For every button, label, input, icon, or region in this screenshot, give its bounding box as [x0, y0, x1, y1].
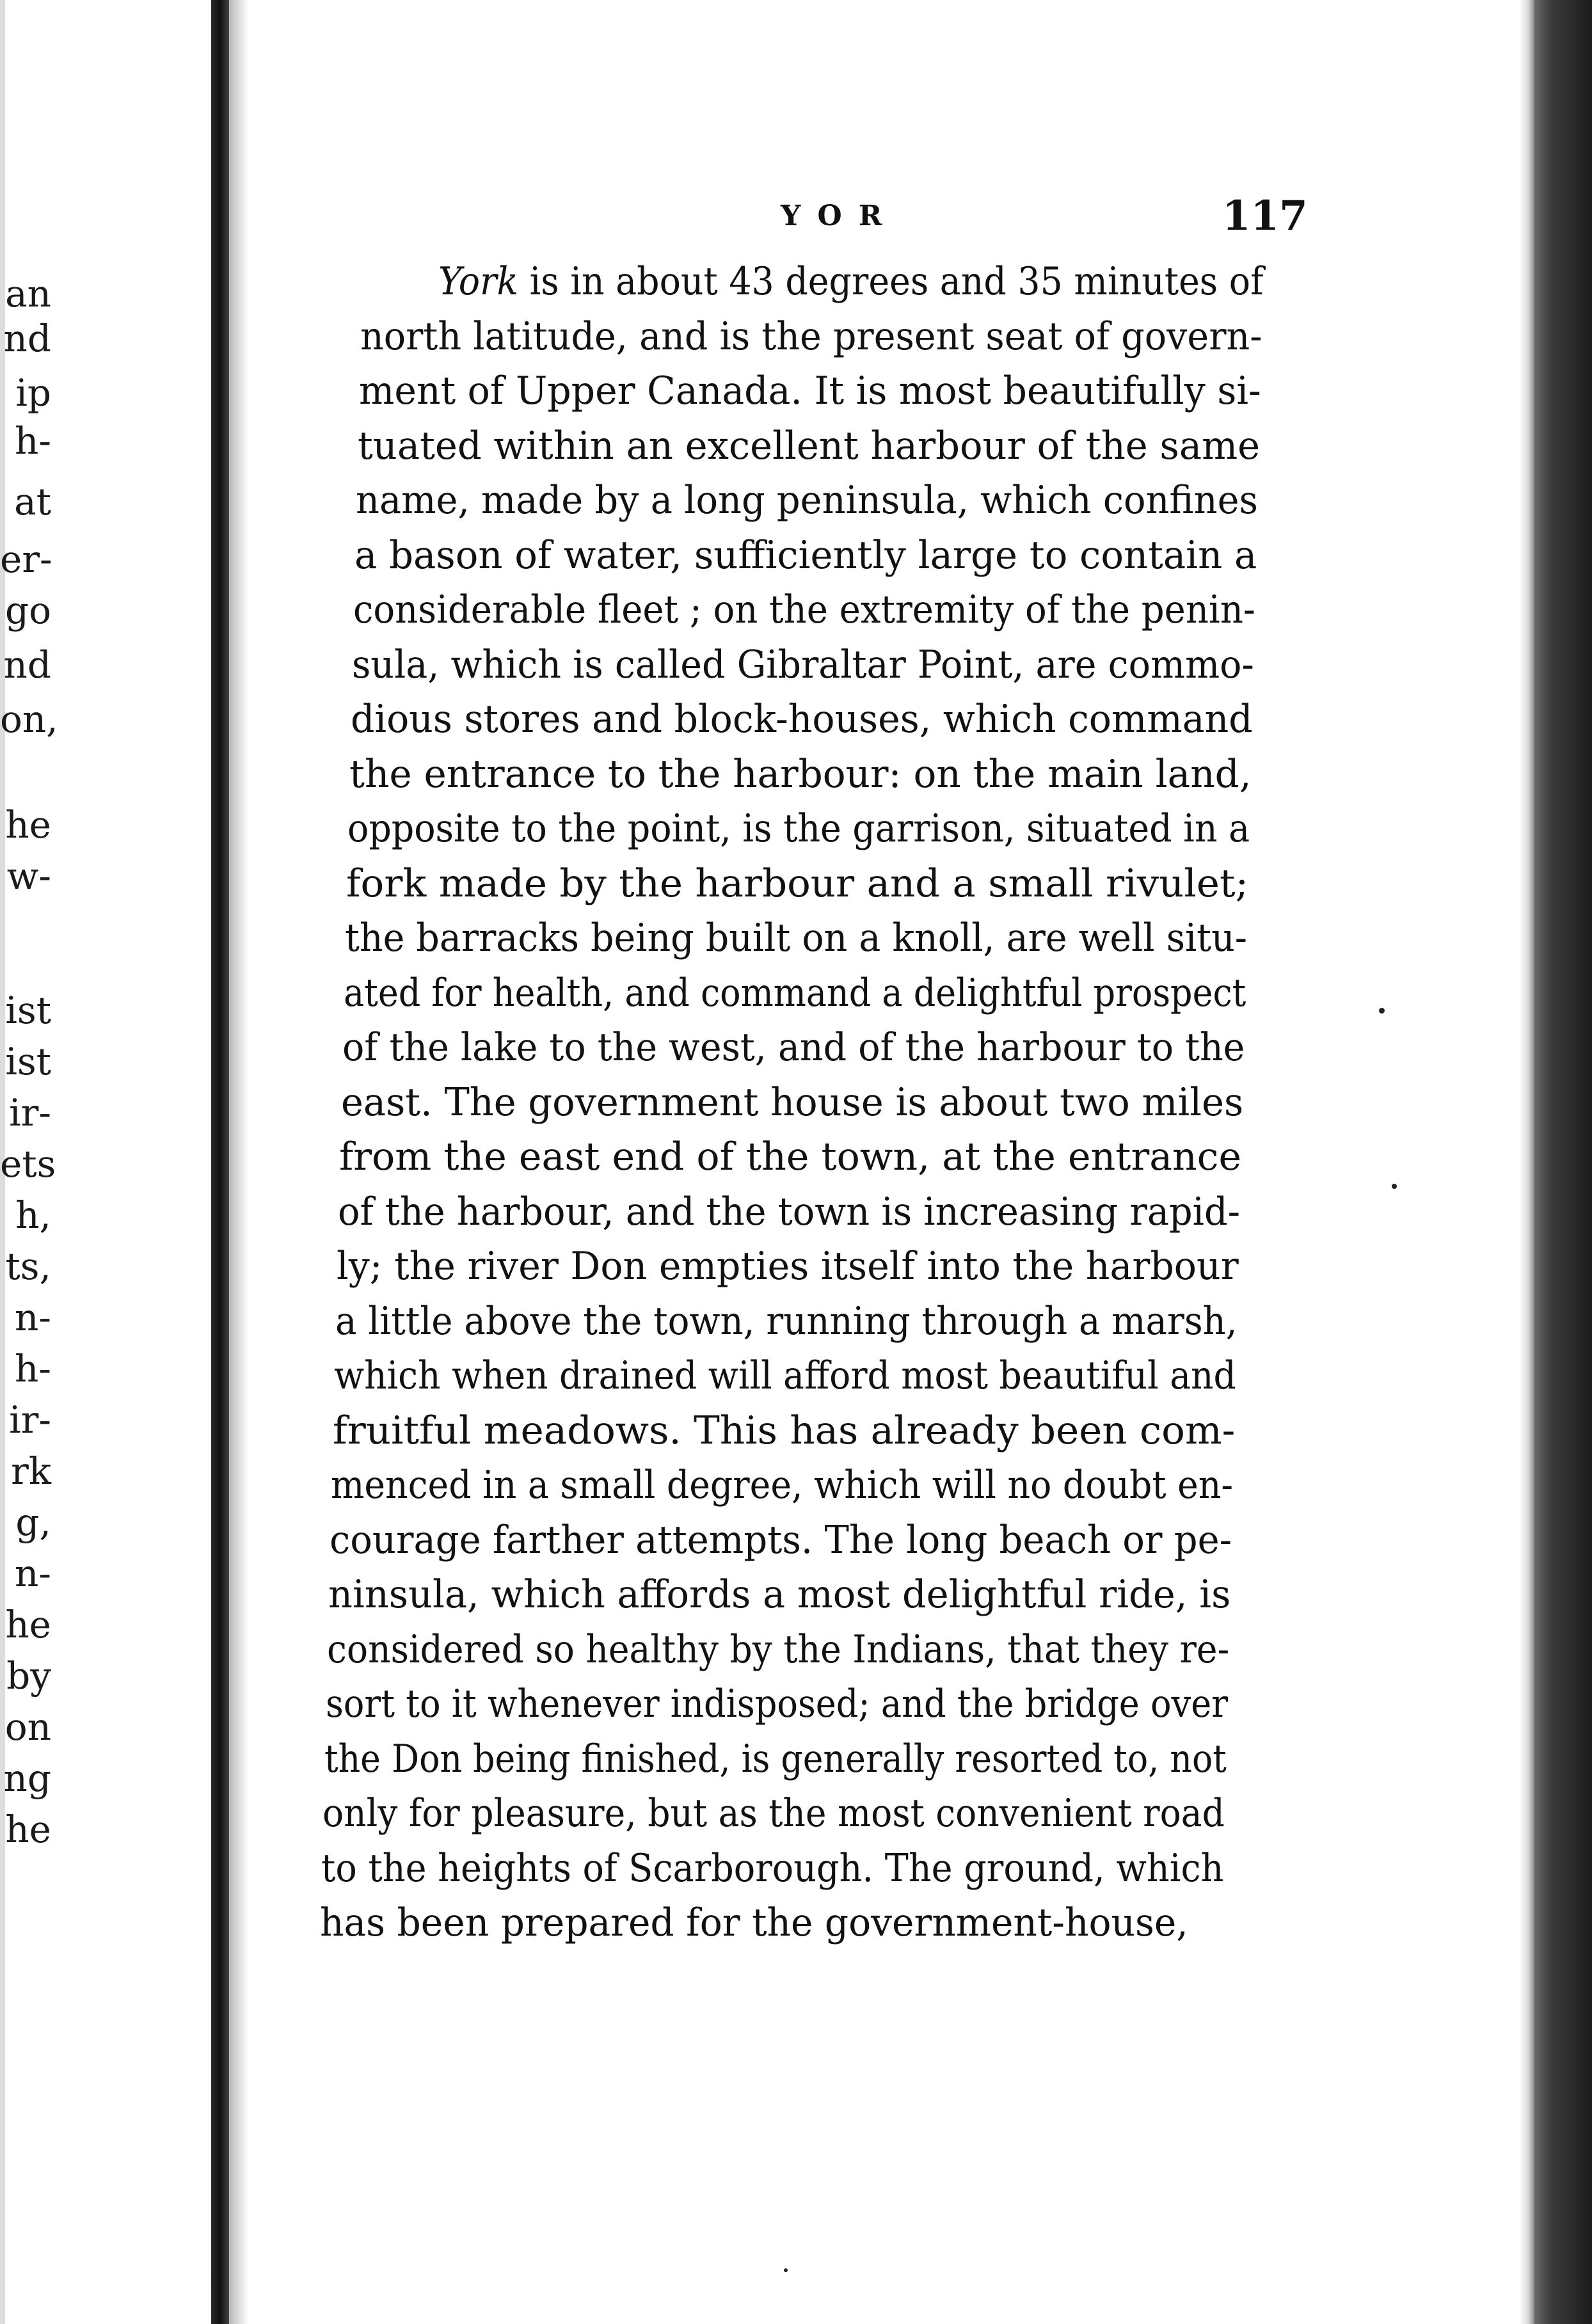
facing-page-text-fragment: ng: [3, 1756, 51, 1800]
text-line: from the east end of the town, at the entrance: [339, 1134, 1242, 1179]
text-line-rest: is in about 43 degrees and 35 minutes of: [518, 259, 1264, 304]
text-line: of the harbour, and the town is increasing rapid-: [338, 1189, 1241, 1234]
text-line: only for pleasure, but as the most convenient road: [322, 1791, 1225, 1836]
text-line: sula, which is called Gibraltar Point, are commo-: [351, 642, 1254, 687]
book-page: [269, 0, 1318, 2324]
facing-page-text-fragment: h-: [15, 1347, 51, 1390]
text-line: ly; the river Don empties itself into the harbour: [337, 1244, 1239, 1289]
text-line: the entrance to the harbour: on the main land,: [349, 751, 1252, 797]
facing-page-text-fragment: at: [14, 480, 51, 523]
text-line: courage farther attempts. The long beach or pe-: [330, 1517, 1232, 1563]
facing-page-text-fragment: an: [5, 272, 51, 315]
text-line: east. The government house is about two miles: [340, 1079, 1243, 1125]
facing-page-text-fragment: on,: [0, 697, 58, 741]
text-line: sort to it whenever indisposed; and the bridge over: [325, 1682, 1228, 1726]
text-line: which when drained will afford most beautiful and: [333, 1353, 1236, 1398]
text-line: dious stores and block-houses, which command: [350, 697, 1253, 742]
facing-page-text-fragment: he: [5, 1808, 51, 1851]
text-line: to the heights of Scarborough. The ground, which: [321, 1845, 1224, 1891]
gutter-shadow: [229, 0, 248, 2324]
facing-page-text-fragment: n-: [15, 1296, 51, 1339]
facing-page-text-fragment: g,: [15, 1500, 51, 1544]
text-line: a bason of water, sufficiently large to contain a: [354, 532, 1257, 578]
facing-page-text-fragment: ir-: [9, 1091, 51, 1134]
text-line: ninsula, which affords a most delightful ride, is: [328, 1572, 1231, 1617]
facing-page-text-fragment: he: [5, 1603, 51, 1646]
text-line: north latitude, and is the present seat of govern-: [360, 314, 1262, 359]
facing-page-text-fragment: w-: [6, 854, 51, 898]
text-line: the Don being finished, is generally resorted to, not: [324, 1736, 1227, 1781]
text-line: ment of Upper Canada. It is most beautifully si-: [358, 369, 1261, 413]
running-title: YOR: [781, 200, 899, 232]
facing-page-text-fragment: on: [4, 1705, 51, 1749]
text-line: [438, 259, 1264, 304]
facing-page-text-fragment: he: [5, 803, 51, 847]
text-line: menced in a small degree, which will no doubt en-: [331, 1463, 1234, 1508]
text-line: has been prepared for the government-house,: [320, 1900, 1188, 1945]
scan-speck: [1379, 1008, 1385, 1014]
scan-speck: [1392, 1184, 1397, 1189]
text-line: opposite to the point, is the garrison, situated in a: [347, 806, 1250, 851]
text-line: the barracks being built on a knoll, are well situ-: [345, 916, 1248, 960]
facing-page-text-fragment: er-: [0, 537, 52, 581]
page-number: 117: [1222, 192, 1308, 240]
text-line: tuated within an excellent harbour of the same: [357, 423, 1260, 468]
facing-page-text-fragment: h,: [15, 1193, 51, 1237]
facing-page-text-fragment: ip: [15, 371, 51, 415]
facing-page-fragment: [0, 0, 206, 2324]
text-line: a little above the town, running through a marsh,: [335, 1298, 1238, 1344]
facing-page-text-fragment: n-: [15, 1552, 51, 1595]
facing-page-text-fragment: nd: [3, 643, 51, 687]
facing-page-text-fragment: go: [4, 589, 51, 632]
facing-page-text-fragment: ist: [5, 989, 51, 1032]
facing-page-text-fragment: ets: [0, 1142, 56, 1186]
text-line: considered so healthy by the Indians, that they re-: [326, 1627, 1230, 1672]
facing-page-text-fragment: ist: [5, 1040, 51, 1083]
scan-right-border: [1534, 0, 1592, 2324]
facing-page-text-fragment: nd: [3, 317, 51, 360]
facing-page-text-fragment: h-: [15, 419, 51, 463]
text-line: of the lake to the west, and of the harbour to the: [342, 1025, 1245, 1070]
facing-page-text-fragment: ts,: [5, 1245, 51, 1288]
text-line: fork made by the harbour and a small rivulet;: [346, 861, 1249, 906]
facing-page-text-fragment: rk: [11, 1449, 51, 1493]
book-spine-gutter: [211, 0, 229, 2324]
lead-italic-word: York: [438, 259, 519, 304]
text-line: considerable fleet ; on the extremity of the penin-: [353, 587, 1255, 632]
scan-speck: [784, 2268, 788, 2272]
facing-page-text-fragment: by: [6, 1654, 51, 1698]
text-line: name, made by a long peninsula, which confines: [356, 478, 1259, 523]
facing-page-text-fragment: ir-: [9, 1398, 51, 1442]
scan-right-page-edge: [1519, 0, 1534, 2324]
scan-speck: [211, 2278, 216, 2282]
text-line: ated for health, and command a delightful prospect: [343, 970, 1246, 1015]
text-line: fruitful meadows. This has already been com-: [332, 1408, 1235, 1453]
